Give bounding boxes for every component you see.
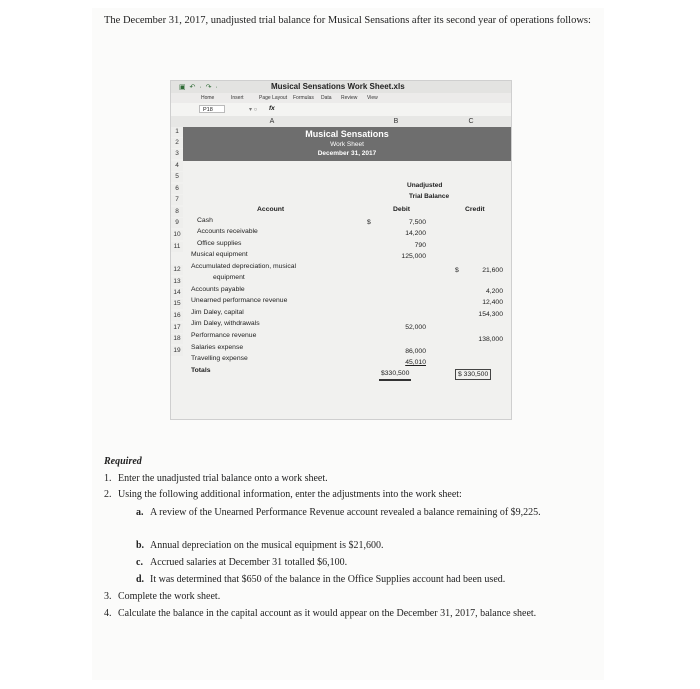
credit-amount: 154,300 <box>478 311 503 318</box>
row-number[interactable]: 11 <box>171 242 183 252</box>
req-subitem-text: A review of the Unearned Performance Revenue account revealed a balance remaining of $9,225. <box>150 507 541 518</box>
file-title: Musical Sensations Work Sheet.xls <box>271 82 405 91</box>
account-name: Jim Daley, capital <box>191 309 244 316</box>
credit-amount: 12,400 <box>482 299 503 306</box>
row-number[interactable]: 10 <box>171 230 183 240</box>
req-item-text: Using the following additional information, enter the adjustments into the work sheet: <box>118 489 462 500</box>
debit-total-amount: 330,500 <box>384 370 410 377</box>
ribbon-tabs <box>171 93 511 103</box>
row-number[interactable]: 3 <box>171 149 183 159</box>
company-name: Musical Sensations <box>305 129 389 139</box>
sheet-name: Work Sheet <box>330 141 364 148</box>
req-subitem-letter: a. <box>136 507 144 518</box>
worksheet-title-banner <box>183 127 511 161</box>
intro-paragraph: The December 31, 2017, unadjusted trial balance for Musical Sensations after its second year of operations follows: <box>104 15 591 26</box>
ribbon-tab-page-layout[interactable]: Page Layout <box>259 95 288 101</box>
debit-amount: 7,500 <box>408 219 426 226</box>
account-name: Salaries expense <box>191 344 244 351</box>
column-header-b[interactable]: B <box>361 116 432 127</box>
row-number[interactable]: 15 <box>171 299 183 309</box>
account-name: equipment <box>213 274 245 281</box>
credit-amount: 4,200 <box>485 288 503 295</box>
account-name: Jim Daley, withdrawals <box>191 320 260 327</box>
row-number[interactable]: 5 <box>171 172 183 182</box>
debit-amount: 86,000 <box>405 348 426 355</box>
currency-symbol: $ <box>367 219 371 226</box>
currency-symbol: $ <box>455 267 459 274</box>
account-name: Musical equipment <box>191 251 248 258</box>
row-number[interactable]: 4 <box>171 161 183 171</box>
credit-total-amount: 330,500 <box>463 371 489 378</box>
req-item-num: 3. <box>104 591 112 602</box>
header-account: Account <box>257 206 285 213</box>
account-name: Accounts payable <box>191 286 245 293</box>
ribbon-tab-insert[interactable]: Insert <box>231 95 244 101</box>
row-number[interactable]: 1 <box>171 127 183 137</box>
req-item-text: Complete the work sheet. <box>118 591 221 602</box>
row-number[interactable]: 8 <box>171 207 183 217</box>
header-credit: Credit <box>465 206 485 213</box>
currency-symbol: $ <box>381 370 385 377</box>
account-name-totals: Totals <box>191 367 211 374</box>
account-name: Office supplies <box>197 240 242 247</box>
name-box[interactable]: P18 <box>199 105 225 113</box>
ribbon-tab-home[interactable]: Home <box>201 95 215 101</box>
req-subitem-letter: b. <box>136 540 145 551</box>
currency-symbol: $ <box>458 371 462 378</box>
req-subitem-text: Accrued salaries at December 31 totalled $6,100. <box>150 557 348 568</box>
account-name: Travelling expense <box>191 355 248 362</box>
row-number[interactable]: 13 <box>171 277 183 287</box>
req-item-num: 2. <box>104 489 112 500</box>
account-name: Accumulated depreciation, musical <box>191 263 297 270</box>
debit-amount: 125,000 <box>401 253 426 260</box>
header-unadjusted: Unadjusted <box>407 182 443 189</box>
header-trial-balance: Trial Balance <box>409 193 450 200</box>
debit-total <box>379 369 411 381</box>
account-name: Cash <box>197 217 213 224</box>
debit-amount: 45,010 <box>405 359 426 366</box>
row-number[interactable]: 17 <box>171 323 183 333</box>
account-name: Accounts receivable <box>197 228 258 235</box>
ribbon-tab-data[interactable]: Data <box>321 95 332 101</box>
req-subitem-text: Annual depreciation on the musical equipment is $21,600. <box>150 540 384 551</box>
row-number[interactable]: 18 <box>171 334 183 344</box>
req-item-num: 1. <box>104 473 112 484</box>
row-number[interactable]: 12 <box>171 265 183 275</box>
account-name: Performance revenue <box>191 332 257 339</box>
debit-amount: 14,200 <box>405 230 426 237</box>
row-number[interactable]: 19 <box>171 346 183 356</box>
req-subitem-text: It was determined that $650 of the balance in the Office Supplies account had been used. <box>150 574 506 585</box>
account-name: Unearned performance revenue <box>191 297 288 304</box>
required-heading: Required <box>104 456 142 467</box>
formula-bar <box>171 103 511 117</box>
quick-access-icons: ▣ ↶ · ↷ · <box>179 84 219 91</box>
sheet-date: December 31, 2017 <box>317 150 377 157</box>
ribbon-tab-view[interactable]: View <box>367 95 378 101</box>
row-number[interactable]: 7 <box>171 195 183 205</box>
credit-total <box>455 369 491 380</box>
spreadsheet-screenshot <box>170 80 512 420</box>
formula-controls-icon: ▾ ○ <box>249 107 258 113</box>
row-number[interactable]: 14 <box>171 288 183 298</box>
req-subitem-letter: c. <box>136 557 143 568</box>
row-number[interactable]: 9 <box>171 218 183 228</box>
row-number[interactable]: 2 <box>171 138 183 148</box>
req-item-num: 4. <box>104 608 112 619</box>
function-icon[interactable]: fx <box>269 105 275 112</box>
ribbon-tab-review[interactable]: Review <box>341 95 358 101</box>
column-header-c[interactable]: C <box>431 116 512 127</box>
debit-amount: 52,000 <box>405 324 426 331</box>
req-subitem-letter: d. <box>136 574 145 585</box>
req-item-text: Enter the unadjusted trial balance onto a work sheet. <box>118 473 328 484</box>
debit-amount: 790 <box>414 242 426 249</box>
credit-amount: 21,600 <box>482 267 503 274</box>
spreadsheet-titlebar <box>171 81 511 93</box>
column-header-a[interactable]: A <box>183 116 362 127</box>
row-number[interactable]: 6 <box>171 184 183 194</box>
credit-amount: 138,000 <box>478 336 503 343</box>
row-number[interactable]: 16 <box>171 311 183 321</box>
req-item-text: Calculate the balance in the capital account as it would appear on the December 31, 2017, balance sheet. <box>118 608 537 619</box>
ribbon-tab-formulas[interactable]: Formulas <box>293 95 314 101</box>
header-debit: Debit <box>393 206 410 213</box>
